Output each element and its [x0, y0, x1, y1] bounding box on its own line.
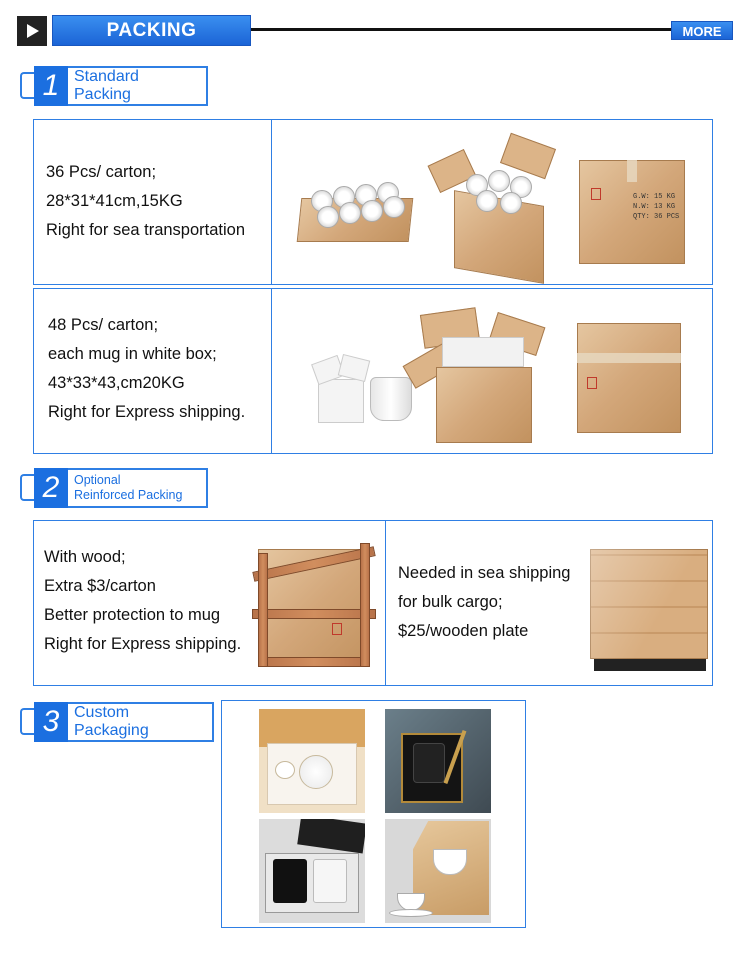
- box-lid: [259, 709, 365, 747]
- label-line: [633, 202, 679, 212]
- spec-line: Needed in sea shipping: [398, 564, 571, 582]
- section-2-heading: [20, 468, 210, 508]
- cup: [275, 761, 295, 779]
- section-number: 2: [34, 468, 68, 508]
- section-label: [68, 468, 208, 508]
- mug: [476, 190, 498, 212]
- wood-slat: [252, 609, 376, 619]
- carton-label: [633, 192, 679, 222]
- wood-slat: [360, 543, 370, 667]
- section-label-text: Custom Packaging: [74, 704, 149, 739]
- spec-line: $25/wooden plate: [398, 622, 529, 640]
- spec-line: Right for Express shipping.: [44, 635, 242, 653]
- label-value: 13 KG: [654, 203, 676, 211]
- gift-box-photo: [259, 709, 365, 813]
- mug-pair-photo: [259, 819, 365, 923]
- standard-packing-row-2: [33, 288, 713, 454]
- spec-line: for bulk cargo;: [398, 593, 503, 611]
- wood-spec: [44, 543, 241, 659]
- custom-packaging-gallery: [221, 700, 526, 928]
- carton-flap: [500, 133, 556, 179]
- spec-line: 43*33*43,cm20KG: [48, 374, 185, 392]
- spec-line: 28*31*41cm,15KG: [46, 192, 183, 210]
- spec-line: 48 Pcs/ carton;: [48, 316, 159, 334]
- carton-tape: [577, 353, 681, 363]
- more-button[interactable]: MORE: [671, 21, 733, 40]
- wood-slat: [258, 657, 370, 667]
- carton-tape: [627, 160, 637, 182]
- spec-line: With wood;: [44, 548, 126, 566]
- page-title: PACKING: [52, 15, 251, 46]
- label-value: 15 KG: [654, 193, 676, 201]
- mug: [500, 192, 522, 214]
- mug: [317, 206, 339, 228]
- section-3-heading: [20, 702, 216, 742]
- mug-black: [273, 859, 307, 903]
- teapot: [299, 755, 333, 789]
- header-divider: [251, 28, 671, 31]
- wood-slat: [258, 553, 268, 667]
- cup-saucer-photo: [385, 819, 491, 923]
- closed-carton-image: [579, 160, 689, 270]
- white-box: [318, 379, 364, 423]
- fragile-icon: [591, 188, 601, 200]
- label-line: [633, 192, 679, 202]
- packing-spec: [48, 311, 245, 427]
- mug: [383, 196, 405, 218]
- mug: [339, 202, 361, 224]
- section-label: [68, 702, 214, 742]
- header-play-icon: [17, 16, 47, 46]
- section-label-line: Optional: [74, 473, 121, 487]
- reinforced-packing: [33, 520, 713, 686]
- column-divider: [271, 120, 272, 284]
- section-label-line: Reinforced Packing: [74, 488, 183, 502]
- label-key: N.W:: [633, 203, 650, 211]
- pallet-base: [594, 659, 706, 671]
- fragile-icon: [332, 623, 342, 635]
- section-number: 1: [34, 66, 68, 106]
- column-divider: [271, 289, 272, 453]
- spec-line: 36 Pcs/ carton;: [46, 163, 157, 181]
- carton-body: [436, 367, 532, 443]
- column-divider: [385, 521, 386, 685]
- spec-line: Right for Express shipping.: [48, 403, 246, 421]
- open-carton-image: [406, 305, 556, 445]
- black-box-photo: [385, 709, 491, 813]
- label-key: G.W:: [633, 193, 650, 201]
- shrink-wrap: [590, 549, 708, 659]
- wooden-crate-image: [250, 533, 378, 675]
- label-value: 36 PCS: [654, 213, 680, 221]
- section-label-text: Standard Packing: [74, 68, 139, 103]
- packing-spec: [46, 158, 245, 245]
- spec-line: Right for sea transportation: [46, 221, 246, 239]
- mug: [361, 200, 383, 222]
- white-box-flap: [338, 354, 370, 382]
- spec-line: each mug in white box;: [48, 345, 217, 363]
- saucer: [389, 909, 433, 917]
- label-key: QTY:: [633, 213, 650, 221]
- white-boxes: [442, 337, 524, 367]
- section-label: [68, 66, 208, 106]
- pallet-spec: [398, 559, 570, 646]
- closed-carton-image: [575, 319, 685, 437]
- standard-packing-row-1: [33, 119, 713, 285]
- carton-body: [454, 190, 544, 284]
- fragile-icon: [587, 377, 597, 389]
- open-tray-image: [299, 182, 411, 244]
- label-line: [633, 212, 679, 222]
- section-1-heading: [20, 66, 210, 106]
- open-carton-image: [426, 138, 561, 278]
- mug: [488, 170, 510, 192]
- spec-line: Extra $3/carton: [44, 577, 156, 595]
- section-number: 3: [34, 702, 68, 742]
- spec-line: Better protection to mug: [44, 606, 221, 624]
- box-lid: [297, 819, 365, 853]
- pallet-image: [590, 549, 710, 673]
- mug-white: [313, 859, 347, 903]
- mug: [413, 743, 445, 783]
